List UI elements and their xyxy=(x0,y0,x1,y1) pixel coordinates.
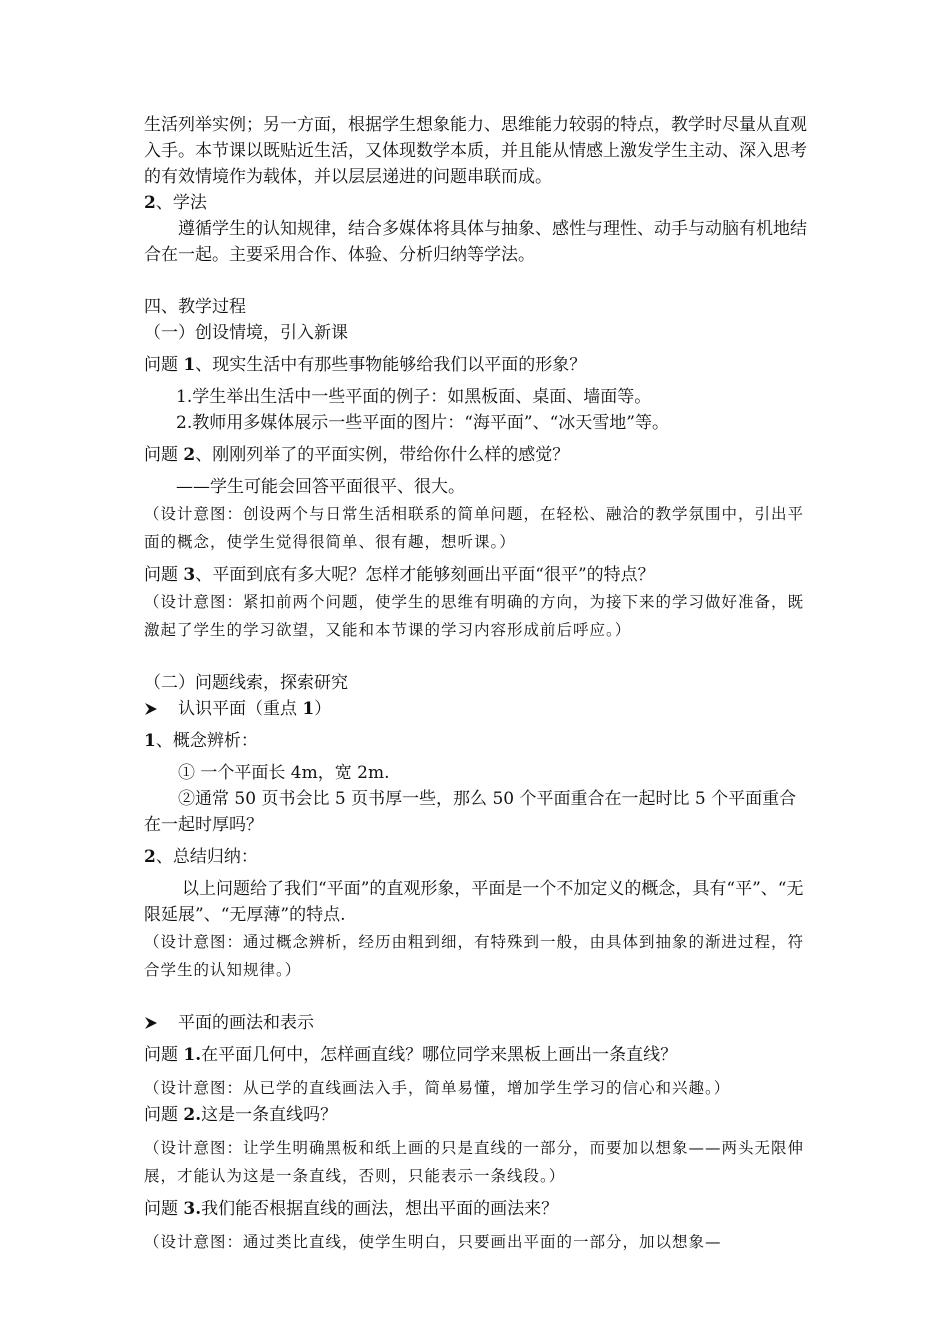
arrow-bullet-icon xyxy=(144,702,178,716)
question-prefix: 问题 xyxy=(144,1045,184,1065)
concept-item-1: ① 一个平面长 4m，宽 2m. xyxy=(178,763,390,783)
concept-heading xyxy=(144,728,812,754)
question-number: 3. xyxy=(183,1199,202,1219)
bullet-text: 认识平面（重点 xyxy=(178,699,303,719)
bullet-plane-drawing xyxy=(144,1010,812,1036)
bullet-number: 1 xyxy=(302,699,315,719)
question-text: 、刚刚列举了的平面实例，带给你什么样的感觉？ xyxy=(195,445,570,465)
question-text: 我们能否根据直线的画法，想出平面的画法来？ xyxy=(201,1199,559,1219)
question-1 xyxy=(144,352,812,378)
intro-paragraph: 生活列举实例；另一方面，根据学生想象能力、思维能力较弱的特点，教学时尽量从直观入手。本节课以既贴近生活，又体现数学本质，并且能从情感上激发学生主动、深入思考的有效情境作为载体，并以层层递进的问题串联而成。 xyxy=(144,115,807,187)
concept-heading-text: 、概念辨析： xyxy=(155,731,258,751)
design-note-6: （设计意图：通过类比直线，使学生明白，只要画出平面的一部分，加以想象— xyxy=(144,1233,722,1251)
bullet-recognize-plane-text xyxy=(178,696,331,722)
plane-question-1 xyxy=(144,1042,812,1068)
question-prefix: 问题 xyxy=(144,445,184,465)
study-method-body: 遵循学生的认知规律，结合多媒体将具体与抽象、感性与理性、动手与动脑有机地结合在一起。主要采用合作、体验、分析归纳等学法。 xyxy=(144,219,807,265)
question-prefix: 问题 xyxy=(144,565,184,585)
question-2 xyxy=(144,442,812,468)
concept-number: 1 xyxy=(144,731,156,751)
study-method-heading-text: 、学法 xyxy=(155,193,207,213)
question-prefix: 问题 xyxy=(144,1105,184,1125)
study-method-heading xyxy=(144,190,812,216)
design-note-1: （设计意图：创设两个与日常生活相联系的简单问题，在轻松、融洽的教学氛围中，引出平面的概念，使学生觉得很简单、很有趣，想听课。） xyxy=(144,505,805,551)
q2-answer: ——学生可能会回答平面很平、很大。 xyxy=(176,477,465,497)
plane-question-2 xyxy=(144,1102,812,1128)
summary-number: 2 xyxy=(144,847,156,867)
spacer xyxy=(144,644,812,670)
bullet-plane-drawing-text: 平面的画法和表示 xyxy=(178,1013,314,1033)
question-text: 在平面几何中，怎样画直线？哪位同学来黑板上画出一条直线？ xyxy=(201,1045,678,1065)
question-number: 3 xyxy=(183,565,196,585)
arrow-bullet-icon xyxy=(144,1016,178,1030)
spacer xyxy=(144,984,812,1010)
summary-body: 以上问题给了我们“平面”的直观形象，平面是一个不加定义的概念，具有“平”、“无限延展”、“无厚薄”的特点. xyxy=(144,879,804,925)
question-text: 、平面到底有多大呢？怎样才能够刻画出平面“很平”的特点？ xyxy=(195,565,655,585)
design-note-3: （设计意图：通过概念辨析，经历由粗到细，有特殊到一般，由具体到抽象的渐进过程，符合学生的认知规律。） xyxy=(144,933,805,979)
q1-item-2: 2.教师用多媒体展示一些平面的图片：“海平面”、“冰天雪地”等。 xyxy=(176,413,669,433)
concept-item-2: ②通常 50 页书会比 5 页书厚一些，那么 50 个平面重合在一起时比 5 个平面重合在一起时厚吗？ xyxy=(144,789,797,835)
design-note-2: （设计意图：紧扣前两个问题，使学生的思维有明确的方向，为接下来的学习做好准备，既激起了学生的学习欲望，又能和本节课的学习内容形成前后呼应。） xyxy=(144,593,805,639)
document-page xyxy=(144,112,812,1256)
question-number: 1. xyxy=(183,1045,202,1065)
q1-item-1: 1.学生举出生活中一些平面的例子：如黑板面、桌面、墙面等。 xyxy=(176,387,652,407)
section-four-title: 四、教学过程 xyxy=(144,297,246,317)
plane-question-3 xyxy=(144,1196,812,1222)
spacer xyxy=(144,268,812,294)
bullet-close: ） xyxy=(314,699,332,719)
summary-heading xyxy=(144,844,812,870)
question-3 xyxy=(144,562,812,588)
bullet-recognize-plane xyxy=(144,696,812,722)
study-method-number: 2 xyxy=(144,193,156,213)
question-number: 2 xyxy=(183,445,196,465)
design-note-5: （设计意图：让学生明确黑板和纸上画的只是直线的一部分，而要加以想象——两头无限伸展，才能认为这是一条直线，否则，只能表示一条线段。） xyxy=(144,1139,805,1185)
question-text: 、现实生活中有那些事物能够给我们以平面的形象？ xyxy=(195,355,587,375)
design-note-4: （设计意图：从已学的直线画法入手，简单易懂，增加学生学习的信心和兴趣。） xyxy=(144,1079,731,1097)
part-one-title: （一）创设情境，引入新课 xyxy=(144,323,348,343)
question-number: 1 xyxy=(183,355,196,375)
question-prefix: 问题 xyxy=(144,1199,184,1219)
part-two-title: （二）问题线索，探索研究 xyxy=(144,673,348,693)
question-prefix: 问题 xyxy=(144,355,184,375)
question-number: 2. xyxy=(183,1105,202,1125)
summary-heading-text: 、总结归纳： xyxy=(155,847,258,867)
question-text: 这是一条直线吗？ xyxy=(201,1105,338,1125)
